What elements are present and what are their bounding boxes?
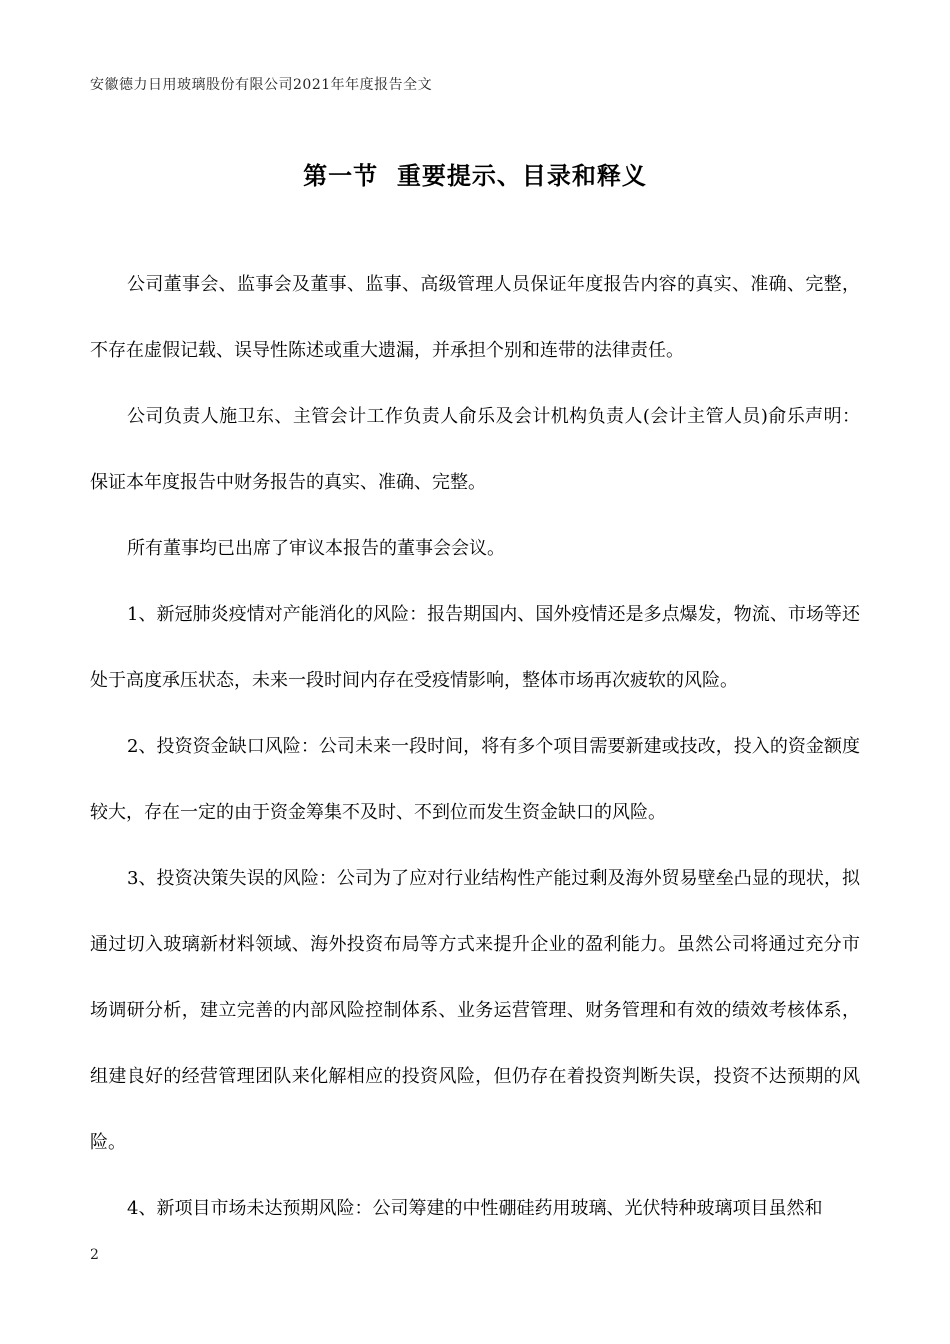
paragraph-board-attendance: 所有董事均已出席了审议本报告的董事会会议。 <box>127 538 505 559</box>
section-title: 第一节 重要提示、目录和释义 <box>303 162 647 190</box>
paragraph-responsibility-statement: 公司董事会、监事会及董事、监事、高级管理人员保证年度报告内容的真实、准确、完整，不存在虚假记载、误导性陈述或重大遗漏，并承担个别和连带的法律责任。 <box>90 274 860 361</box>
paragraph-risk-3: 3、投资决策失误的风险：公司为了应对行业结构性产能过剩及海外贸易壁垒凸显的现状，拟通过切入玻璃新材料领域、海外投资布局等方式来提升企业的盈利能力。虽然公司将通过充分市场调研分析，建立完善的内部风险控制体系、业务运营管理、财务管理和有效的绩效考核体系，组建良好的经营管理团队来化解相应的投资风险，但仍存在着投资判断失误，投资不达预期的风险。 <box>90 868 860 1153</box>
page-number: 2 <box>90 1247 99 1263</box>
running-header: 安徽德力日用玻璃股份有限公司2021年年度报告全文 <box>90 77 433 93</box>
paragraph-risk-4: 4、新项目市场未达预期风险：公司筹建的中性硼硅药用玻璃、光伏特种玻璃项目虽然和 <box>127 1198 823 1219</box>
paragraph-risk-2: 2、投资资金缺口风险：公司未来一段时间，将有多个项目需要新建或技改，投入的资金额度较大，存在一定的由于资金筹集不及时、不到位而发生资金缺口的风险。 <box>90 736 860 823</box>
paragraph-risk-1: 1、新冠肺炎疫情对产能消化的风险：报告期国内、国外疫情还是多点爆发，物流、市场等还处于高度承压状态，未来一段时间内存在受疫情影响，整体市场再次疲软的风险。 <box>90 604 860 691</box>
paragraph-officer-declaration: 公司负责人施卫东、主管会计工作负责人俞乐及会计机构负责人(会计主管人员)俞乐声明：保证本年度报告中财务报告的真实、准确、完整。 <box>90 406 860 493</box>
body-text <box>90 252 860 1242</box>
